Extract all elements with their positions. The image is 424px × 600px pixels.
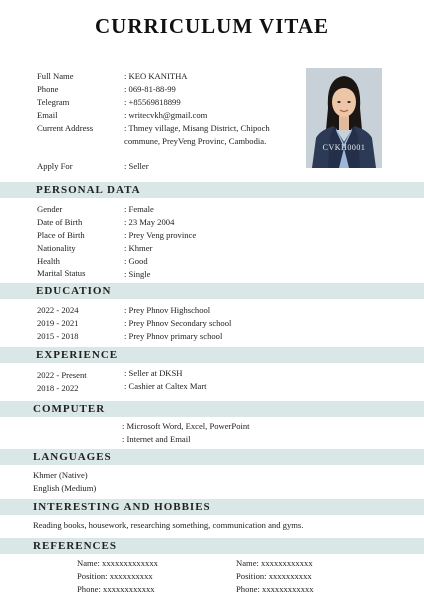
- label-pob: Place of Birth: [37, 230, 85, 240]
- value-health: : Good: [124, 256, 148, 266]
- value-exp-1: : Seller at DKSH: [124, 368, 183, 378]
- section-header-computer: [0, 401, 424, 417]
- reference-1-phone: Phone: xxxxxxxxxxxx: [77, 584, 155, 594]
- label-phone: Phone: [37, 84, 59, 94]
- section-header-education: [0, 283, 424, 299]
- languages-heading: LANGUAGES: [33, 451, 112, 463]
- value-edu-3: : Prey Phnov primary school: [124, 331, 223, 341]
- label-gender: Gender: [37, 204, 63, 214]
- label-marital: Marital Status: [37, 268, 86, 278]
- value-exp-2: : Cashier at Caltex Mart: [124, 381, 207, 391]
- computer-heading: COMPUTER: [33, 403, 106, 415]
- value-marital: : Single: [124, 269, 151, 279]
- personal-heading: PERSONAL DATA: [36, 184, 141, 196]
- value-nationality: : Khmer: [124, 243, 153, 253]
- section-header-personal: [0, 182, 424, 198]
- section-header-experience: [0, 347, 424, 363]
- value-full-name: : KEO KANITHA: [124, 71, 188, 81]
- reference-2-name: Name: xxxxxxxxxxxx: [236, 558, 313, 568]
- label-telegram: Telegram: [37, 97, 70, 107]
- label-exp-2: 2018 - 2022: [37, 383, 79, 393]
- value-pob: : Prey Veng province: [124, 230, 197, 240]
- person-portrait-icon: [306, 68, 382, 168]
- label-exp-1: 2022 - Present: [37, 370, 87, 380]
- label-health: Health: [37, 256, 60, 266]
- value-address-line2: commune, PreyVeng Provinc, Cambodia.: [124, 136, 267, 146]
- photo-watermark: CVKH0001: [322, 143, 366, 152]
- value-telegram: : +85569818899: [124, 97, 181, 107]
- education-heading: EDUCATION: [36, 285, 112, 297]
- profile-photo: [306, 68, 382, 168]
- experience-heading: EXPERIENCE: [36, 349, 119, 361]
- value-edu-1: : Prey Phnov Highschool: [124, 305, 211, 315]
- value-apply-for: : Seller: [124, 161, 149, 171]
- value-phone: : 069-81-88-99: [124, 84, 176, 94]
- value-gender: : Female: [124, 204, 154, 214]
- reference-1-position: Position: xxxxxxxxxx: [77, 571, 153, 581]
- interests-text: Reading books, housework, researching something, communication and gyms.: [33, 520, 304, 530]
- label-address: Current Address: [37, 123, 94, 133]
- reference-1-name: Name: xxxxxxxxxxxxx: [77, 558, 158, 568]
- reference-2-position: Position: xxxxxxxxxx: [236, 571, 312, 581]
- label-edu-2: 2019 - 2021: [37, 318, 79, 328]
- label-apply-for: Apply For: [37, 161, 73, 171]
- language-1: Khmer (Native): [33, 470, 88, 480]
- language-2: English (Medium): [33, 483, 97, 493]
- value-edu-2: : Prey Phnov Secondary school: [124, 318, 232, 328]
- label-dob: Date of Birth: [37, 217, 83, 227]
- section-header-references: [0, 538, 424, 554]
- label-full-name: Full Name: [37, 71, 74, 81]
- interests-heading: INTERESTING AND HOBBIES: [33, 501, 211, 513]
- references-heading: REFERENCES: [33, 540, 117, 552]
- section-header-languages: [0, 449, 424, 465]
- value-dob: : 23 May 2004: [124, 217, 175, 227]
- label-nationality: Nationality: [37, 243, 76, 253]
- computer-skill-1: : Microsoft Word, Excel, PowerPoint: [122, 421, 250, 431]
- page-title: CURRICULUM VITAE: [95, 14, 329, 38]
- value-address: : Thmey village, Misang District, Chipoch: [124, 123, 270, 133]
- reference-2-phone: Phone: xxxxxxxxxxxx: [236, 584, 314, 594]
- section-header-interests: [0, 499, 424, 515]
- label-edu-3: 2015 - 2018: [37, 331, 79, 341]
- computer-skill-2: : Internet and Email: [122, 434, 191, 444]
- value-email: : writecvkh@gmail.com: [124, 110, 208, 120]
- label-edu-1: 2022 - 2024: [37, 305, 79, 315]
- label-email: Email: [37, 110, 58, 120]
